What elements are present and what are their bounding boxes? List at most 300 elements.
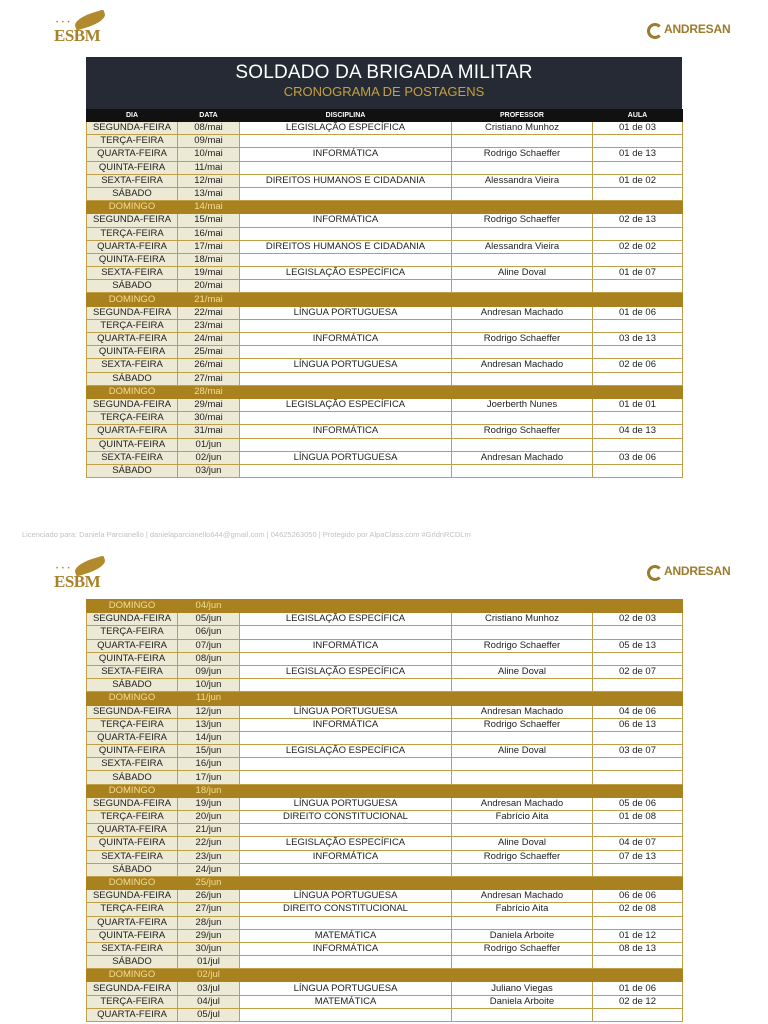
- subject-cell: [240, 679, 452, 692]
- lesson-cell: [593, 731, 683, 744]
- table-row: [87, 398, 683, 411]
- table-row: [87, 333, 683, 346]
- date-cell: 03/jun: [178, 464, 240, 477]
- lesson-cell: [593, 652, 683, 665]
- date-cell: 13/jun: [178, 718, 240, 731]
- schedule-header: [86, 57, 682, 109]
- table-row: [87, 811, 683, 824]
- date-cell: 13/mai: [178, 187, 240, 200]
- subject-cell: LÍNGUA PORTUGUESA: [240, 797, 452, 810]
- day-cell: DOMINGO: [87, 784, 178, 797]
- table-row: [87, 916, 683, 929]
- teacher-cell: [452, 135, 593, 148]
- lesson-cell: 01 de 06: [593, 982, 683, 995]
- lesson-cell: 05 de 13: [593, 639, 683, 652]
- subject-cell: LEGISLAÇÃO ESPECÍFICA: [240, 837, 452, 850]
- table-row: [87, 942, 683, 955]
- date-cell: 26/jun: [178, 890, 240, 903]
- column-header-aula: AULA: [593, 110, 683, 122]
- date-cell: 21/mai: [178, 293, 240, 306]
- table-row: [87, 174, 683, 187]
- schedule-table-page1: [86, 109, 683, 478]
- date-cell: 19/jun: [178, 797, 240, 810]
- table-row: [87, 464, 683, 477]
- subject-cell: INFORMÁTICA: [240, 850, 452, 863]
- subject-cell: MATEMÁTICA: [240, 995, 452, 1008]
- day-cell: SEXTA-FEIRA: [87, 942, 178, 955]
- lesson-cell: 01 de 13: [593, 148, 683, 161]
- lesson-cell: [593, 969, 683, 982]
- lesson-cell: [593, 280, 683, 293]
- day-cell: TERÇA-FEIRA: [87, 626, 178, 639]
- day-cell: SEXTA-FEIRA: [87, 665, 178, 678]
- day-cell: QUINTA-FEIRA: [87, 929, 178, 942]
- teacher-cell: [452, 824, 593, 837]
- table-row: [87, 280, 683, 293]
- lesson-cell: 04 de 07: [593, 837, 683, 850]
- day-cell: QUARTA-FEIRA: [87, 916, 178, 929]
- date-cell: 19/mai: [178, 267, 240, 280]
- day-cell: TERÇA-FEIRA: [87, 903, 178, 916]
- teacher-cell: Cristiano Munhoz: [452, 613, 593, 626]
- day-cell: QUINTA-FEIRA: [87, 346, 178, 359]
- teacher-cell: [452, 346, 593, 359]
- subject-cell: LEGISLAÇÃO ESPECÍFICA: [240, 267, 452, 280]
- day-cell: DOMINGO: [87, 876, 178, 889]
- table-row: [87, 824, 683, 837]
- date-cell: 20/jun: [178, 811, 240, 824]
- date-cell: 03/jul: [178, 982, 240, 995]
- teacher-cell: Rodrigo Schaeffer: [452, 425, 593, 438]
- esbm-logo-page2: • • • ESBM: [54, 560, 114, 592]
- date-cell: 24/jun: [178, 863, 240, 876]
- day-cell: SEGUNDA-FEIRA: [87, 982, 178, 995]
- lesson-cell: [593, 1008, 683, 1021]
- table-row-sunday: [87, 600, 683, 613]
- teacher-cell: Fabrício Aita: [452, 811, 593, 824]
- lesson-cell: [593, 438, 683, 451]
- teacher-cell: Alessandra Vieira: [452, 174, 593, 187]
- lesson-cell: 04 de 13: [593, 425, 683, 438]
- day-cell: SEXTA-FEIRA: [87, 850, 178, 863]
- teacher-cell: [452, 731, 593, 744]
- subject-cell: LÍNGUA PORTUGUESA: [240, 359, 452, 372]
- lesson-cell: 01 de 07: [593, 267, 683, 280]
- lesson-cell: [593, 784, 683, 797]
- subject-cell: [240, 731, 452, 744]
- date-cell: 25/mai: [178, 346, 240, 359]
- date-cell: 08/mai: [178, 122, 240, 135]
- teacher-cell: Rodrigo Schaeffer: [452, 333, 593, 346]
- date-cell: 29/mai: [178, 398, 240, 411]
- subject-cell: LEGISLAÇÃO ESPECÍFICA: [240, 122, 452, 135]
- subject-cell: [240, 916, 452, 929]
- lesson-cell: [593, 412, 683, 425]
- day-cell: SÁBADO: [87, 280, 178, 293]
- lesson-cell: [593, 771, 683, 784]
- subject-cell: [240, 626, 452, 639]
- lesson-cell: [593, 679, 683, 692]
- day-cell: TERÇA-FEIRA: [87, 319, 178, 332]
- subject-cell: [240, 824, 452, 837]
- subject-cell: INFORMÁTICA: [240, 942, 452, 955]
- table-row: [87, 850, 683, 863]
- day-cell: SEGUNDA-FEIRA: [87, 122, 178, 135]
- date-cell: 05/jun: [178, 613, 240, 626]
- license-footer: Licenciado para: Daniela Parcianello | danielaparcianello644@gmail.com | 04625263050 | Protegido por AlpaClass.com #GrldnRCDLm: [22, 530, 471, 539]
- date-cell: 27/mai: [178, 372, 240, 385]
- subject-cell: [240, 771, 452, 784]
- day-cell: TERÇA-FEIRA: [87, 412, 178, 425]
- teacher-cell: Andresan Machado: [452, 306, 593, 319]
- subject-cell: [240, 876, 452, 889]
- subject-cell: [240, 784, 452, 797]
- teacher-cell: [452, 280, 593, 293]
- lesson-cell: [593, 916, 683, 929]
- date-cell: 18/jun: [178, 784, 240, 797]
- date-cell: 04/jun: [178, 600, 240, 613]
- table-row: [87, 956, 683, 969]
- teacher-cell: Rodrigo Schaeffer: [452, 942, 593, 955]
- day-cell: DOMINGO: [87, 293, 178, 306]
- table-row: [87, 929, 683, 942]
- date-cell: 16/jun: [178, 758, 240, 771]
- date-cell: 23/jun: [178, 850, 240, 863]
- andresan-logo-page2: ANDRESAN: [647, 563, 721, 585]
- day-cell: QUARTA-FEIRA: [87, 425, 178, 438]
- teacher-cell: [452, 784, 593, 797]
- day-cell: QUINTA-FEIRA: [87, 438, 178, 451]
- day-cell: SEGUNDA-FEIRA: [87, 306, 178, 319]
- day-cell: SEGUNDA-FEIRA: [87, 214, 178, 227]
- lesson-cell: 03 de 07: [593, 745, 683, 758]
- schedule-table-page2: [86, 599, 683, 1022]
- table-row: [87, 613, 683, 626]
- date-cell: 30/mai: [178, 412, 240, 425]
- teacher-cell: [452, 227, 593, 240]
- table-row: [87, 135, 683, 148]
- day-cell: SÁBADO: [87, 863, 178, 876]
- day-cell: QUARTA-FEIRA: [87, 1008, 178, 1021]
- day-cell: SÁBADO: [87, 372, 178, 385]
- date-cell: 11/jun: [178, 692, 240, 705]
- table-row: [87, 863, 683, 876]
- subject-cell: DIREITO CONSTITUCIONAL: [240, 811, 452, 824]
- lesson-cell: 02 de 03: [593, 613, 683, 626]
- table-row: [87, 652, 683, 665]
- subject-cell: [240, 385, 452, 398]
- lesson-cell: [593, 346, 683, 359]
- day-cell: QUINTA-FEIRA: [87, 652, 178, 665]
- subject-cell: [240, 161, 452, 174]
- teacher-cell: [452, 626, 593, 639]
- subject-cell: [240, 280, 452, 293]
- column-header-dia: DIA: [87, 110, 178, 122]
- table-row-sunday: [87, 969, 683, 982]
- teacher-cell: Aline Doval: [452, 745, 593, 758]
- date-cell: 07/jun: [178, 639, 240, 652]
- teacher-cell: [452, 412, 593, 425]
- date-cell: 12/jun: [178, 705, 240, 718]
- day-cell: SEGUNDA-FEIRA: [87, 797, 178, 810]
- day-cell: QUARTA-FEIRA: [87, 639, 178, 652]
- lesson-cell: 02 de 08: [593, 903, 683, 916]
- teacher-cell: Joerberth Nunes: [452, 398, 593, 411]
- day-cell: QUARTA-FEIRA: [87, 148, 178, 161]
- teacher-cell: [452, 1008, 593, 1021]
- table-row: [87, 903, 683, 916]
- table-row: [87, 253, 683, 266]
- lesson-cell: 07 de 13: [593, 850, 683, 863]
- date-cell: 09/jun: [178, 665, 240, 678]
- day-cell: QUINTA-FEIRA: [87, 253, 178, 266]
- subject-cell: DIREITOS HUMANOS E CIDADANIA: [240, 174, 452, 187]
- table-row: [87, 837, 683, 850]
- teacher-cell: [452, 253, 593, 266]
- lesson-cell: [593, 956, 683, 969]
- lesson-cell: [593, 758, 683, 771]
- table-row: [87, 267, 683, 280]
- subject-cell: [240, 319, 452, 332]
- teacher-cell: [452, 758, 593, 771]
- teacher-cell: Juliano Viegas: [452, 982, 593, 995]
- teacher-cell: [452, 161, 593, 174]
- lesson-cell: [593, 293, 683, 306]
- lesson-cell: 02 de 07: [593, 665, 683, 678]
- date-cell: 27/jun: [178, 903, 240, 916]
- teacher-cell: [452, 916, 593, 929]
- lesson-cell: 01 de 06: [593, 306, 683, 319]
- subject-cell: LÍNGUA PORTUGUESA: [240, 306, 452, 319]
- lesson-cell: 01 de 03: [593, 122, 683, 135]
- date-cell: 09/mai: [178, 135, 240, 148]
- date-cell: 26/mai: [178, 359, 240, 372]
- lesson-cell: 01 de 12: [593, 929, 683, 942]
- date-cell: 08/jun: [178, 652, 240, 665]
- table-row: [87, 227, 683, 240]
- subject-cell: DIREITO CONSTITUCIONAL: [240, 903, 452, 916]
- lesson-cell: 03 de 06: [593, 451, 683, 464]
- lesson-cell: [593, 626, 683, 639]
- column-header-professor: PROFESSOR: [452, 110, 593, 122]
- subject-cell: LEGISLAÇÃO ESPECÍFICA: [240, 398, 452, 411]
- day-cell: TERÇA-FEIRA: [87, 718, 178, 731]
- teacher-cell: [452, 771, 593, 784]
- table-row: [87, 122, 683, 135]
- teacher-cell: Aline Doval: [452, 665, 593, 678]
- date-cell: 21/jun: [178, 824, 240, 837]
- andresan-logo: ANDRESAN: [647, 21, 721, 43]
- table-row-sunday: [87, 293, 683, 306]
- logo-ring-icon: [647, 23, 663, 39]
- day-cell: SEXTA-FEIRA: [87, 359, 178, 372]
- table-row: [87, 412, 683, 425]
- day-cell: QUINTA-FEIRA: [87, 837, 178, 850]
- date-cell: 10/jun: [178, 679, 240, 692]
- date-cell: 17/mai: [178, 240, 240, 253]
- day-cell: TERÇA-FEIRA: [87, 135, 178, 148]
- table-row: [87, 451, 683, 464]
- teacher-cell: [452, 372, 593, 385]
- lesson-cell: 06 de 13: [593, 718, 683, 731]
- table-row: [87, 890, 683, 903]
- lesson-cell: 01 de 08: [593, 811, 683, 824]
- table-row-sunday: [87, 784, 683, 797]
- subject-cell: [240, 1008, 452, 1021]
- table-row: [87, 731, 683, 744]
- table-row: [87, 187, 683, 200]
- table-row: [87, 425, 683, 438]
- table-row: [87, 438, 683, 451]
- subject-cell: [240, 438, 452, 451]
- teacher-cell: [452, 438, 593, 451]
- subject-cell: [240, 372, 452, 385]
- day-cell: QUARTA-FEIRA: [87, 824, 178, 837]
- day-cell: SEXTA-FEIRA: [87, 451, 178, 464]
- subject-cell: LEGISLAÇÃO ESPECÍFICA: [240, 665, 452, 678]
- table-row: [87, 214, 683, 227]
- teacher-cell: Andresan Machado: [452, 359, 593, 372]
- teacher-cell: [452, 679, 593, 692]
- subject-cell: [240, 956, 452, 969]
- teacher-cell: [452, 464, 593, 477]
- day-cell: SEXTA-FEIRA: [87, 174, 178, 187]
- date-cell: 02/jul: [178, 969, 240, 982]
- subject-cell: [240, 969, 452, 982]
- day-cell: SÁBADO: [87, 187, 178, 200]
- date-cell: 12/mai: [178, 174, 240, 187]
- date-cell: 15/mai: [178, 214, 240, 227]
- date-cell: 17/jun: [178, 771, 240, 784]
- table-row-sunday: [87, 201, 683, 214]
- table-row: [87, 718, 683, 731]
- day-cell: QUARTA-FEIRA: [87, 240, 178, 253]
- subject-cell: INFORMÁTICA: [240, 148, 452, 161]
- teacher-cell: [452, 187, 593, 200]
- table-row: [87, 679, 683, 692]
- subject-cell: [240, 692, 452, 705]
- teacher-cell: [452, 385, 593, 398]
- day-cell: TERÇA-FEIRA: [87, 227, 178, 240]
- day-cell: SEGUNDA-FEIRA: [87, 705, 178, 718]
- lesson-cell: [593, 135, 683, 148]
- day-cell: SEGUNDA-FEIRA: [87, 613, 178, 626]
- day-cell: DOMINGO: [87, 692, 178, 705]
- table-row: [87, 161, 683, 174]
- day-cell: SÁBADO: [87, 679, 178, 692]
- table-row: [87, 372, 683, 385]
- date-cell: 28/jun: [178, 916, 240, 929]
- lesson-cell: [593, 600, 683, 613]
- lesson-cell: 01 de 01: [593, 398, 683, 411]
- lesson-cell: 02 de 02: [593, 240, 683, 253]
- teacher-cell: [452, 201, 593, 214]
- date-cell: 02/jun: [178, 451, 240, 464]
- subject-cell: LÍNGUA PORTUGUESA: [240, 982, 452, 995]
- table-row: [87, 982, 683, 995]
- date-cell: 28/mai: [178, 385, 240, 398]
- subject-cell: INFORMÁTICA: [240, 639, 452, 652]
- subject-cell: INFORMÁTICA: [240, 333, 452, 346]
- subject-cell: DIREITOS HUMANOS E CIDADANIA: [240, 240, 452, 253]
- date-cell: 15/jun: [178, 745, 240, 758]
- day-cell: DOMINGO: [87, 969, 178, 982]
- date-cell: 20/mai: [178, 280, 240, 293]
- teacher-cell: [452, 969, 593, 982]
- table-row: [87, 639, 683, 652]
- subject-cell: LEGISLAÇÃO ESPECÍFICA: [240, 745, 452, 758]
- teacher-cell: Rodrigo Schaeffer: [452, 718, 593, 731]
- lesson-cell: [593, 824, 683, 837]
- teacher-cell: Rodrigo Schaeffer: [452, 850, 593, 863]
- day-cell: DOMINGO: [87, 600, 178, 613]
- subject-cell: [240, 412, 452, 425]
- lesson-cell: [593, 201, 683, 214]
- teacher-cell: [452, 956, 593, 969]
- subject-cell: [240, 201, 452, 214]
- subject-cell: [240, 346, 452, 359]
- subject-cell: LEGISLAÇÃO ESPECÍFICA: [240, 613, 452, 626]
- logo-ring-icon: [647, 565, 663, 581]
- lesson-cell: [593, 876, 683, 889]
- table-row: [87, 626, 683, 639]
- lesson-cell: [593, 863, 683, 876]
- lesson-cell: [593, 385, 683, 398]
- subject-cell: [240, 293, 452, 306]
- page-subtitle: CRONOGRAMA DE POSTAGENS: [283, 84, 485, 99]
- lesson-cell: [593, 253, 683, 266]
- teacher-cell: Aline Doval: [452, 267, 593, 280]
- date-cell: 14/jun: [178, 731, 240, 744]
- table-row: [87, 148, 683, 161]
- esbm-logo: • • • ESBM: [54, 14, 114, 46]
- date-cell: 22/jun: [178, 837, 240, 850]
- table-row: [87, 1008, 683, 1021]
- teacher-cell: [452, 293, 593, 306]
- date-cell: 14/mai: [178, 201, 240, 214]
- day-cell: QUINTA-FEIRA: [87, 161, 178, 174]
- date-cell: 25/jun: [178, 876, 240, 889]
- date-cell: 22/mai: [178, 306, 240, 319]
- subject-cell: INFORMÁTICA: [240, 425, 452, 438]
- teacher-cell: Andresan Machado: [452, 705, 593, 718]
- date-cell: 10/mai: [178, 148, 240, 161]
- table-row: [87, 745, 683, 758]
- table-row: [87, 665, 683, 678]
- teacher-cell: Cristiano Munhoz: [452, 122, 593, 135]
- day-cell: QUINTA-FEIRA: [87, 745, 178, 758]
- day-cell: SEGUNDA-FEIRA: [87, 890, 178, 903]
- subject-cell: [240, 863, 452, 876]
- teacher-cell: Rodrigo Schaeffer: [452, 148, 593, 161]
- day-cell: DOMINGO: [87, 201, 178, 214]
- teacher-cell: Andresan Machado: [452, 797, 593, 810]
- lesson-cell: 06 de 06: [593, 890, 683, 903]
- date-cell: 01/jun: [178, 438, 240, 451]
- subject-cell: LÍNGUA PORTUGUESA: [240, 705, 452, 718]
- table-row: [87, 240, 683, 253]
- table-row: [87, 319, 683, 332]
- teacher-cell: Daniela Arboite: [452, 995, 593, 1008]
- teacher-cell: Andresan Machado: [452, 890, 593, 903]
- lesson-cell: 04 de 06: [593, 705, 683, 718]
- table-row: [87, 771, 683, 784]
- date-cell: 18/mai: [178, 253, 240, 266]
- table-row-sunday: [87, 385, 683, 398]
- table-row: [87, 359, 683, 372]
- lesson-cell: 02 de 13: [593, 214, 683, 227]
- lesson-cell: [593, 372, 683, 385]
